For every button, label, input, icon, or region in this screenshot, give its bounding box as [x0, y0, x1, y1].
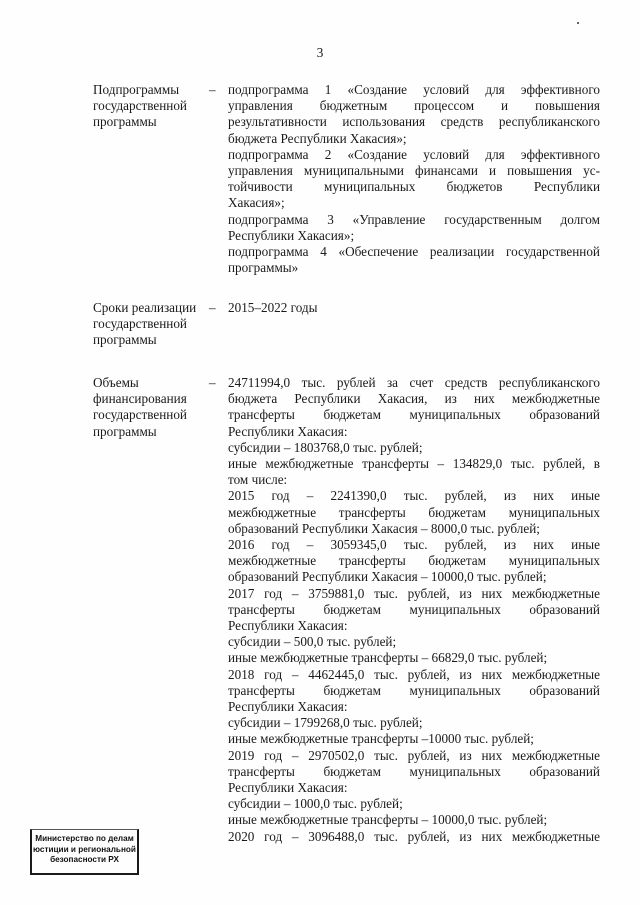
text-line: субсидии – 1000,0 тыс. рублей;: [228, 796, 403, 812]
text-line: субсидии – 1803768,0 тыс. рублей;: [228, 439, 423, 455]
text-line: межбюджетные трансферты бюджетам муниципальных: [228, 504, 600, 520]
text-line: подпрограмма 3 «Управление государственным долгом: [228, 211, 600, 227]
section-content: [228, 375, 600, 845]
text-line: иные межбюджетные трансферты –10000 тыс. рублей;: [228, 731, 534, 747]
text-line: результативности использования средств республиканского: [228, 114, 600, 130]
stamp-line: Министерство по делам: [35, 834, 134, 843]
scan-speck: [577, 22, 579, 24]
text-line: управления бюджетным процессом и повышения: [228, 98, 600, 114]
section-implementation-period: [93, 300, 605, 350]
text-line: трансферты бюджетам муниципальных образований: [228, 601, 600, 617]
label-line: программы: [93, 423, 157, 439]
text-line: Республики Хакасия:: [228, 618, 348, 634]
registration-stamp: [30, 829, 139, 875]
text-line: подпрограмма 4 «Обеспечение реализации государственной: [228, 244, 600, 260]
text-line: 2018 год – 4462445,0 тыс. рублей, из них межбюджетные: [228, 666, 600, 682]
text-line: Хакасия»;: [228, 195, 285, 211]
text-line: Республики Хакасия:: [228, 780, 348, 796]
text-line: трансферты бюджетам муниципальных образований: [228, 763, 600, 779]
text-line: подпрограмма 1 «Создание условий для эффективного: [228, 82, 600, 97]
label-line: финансирования: [93, 391, 187, 407]
label-line: государственной: [93, 98, 187, 114]
text-line: образований Республики Хакасия – 10000,0 тыс. рублей;: [228, 569, 547, 585]
section-dash: –: [209, 82, 216, 97]
stamp-line: юстиции и региональной: [33, 844, 136, 854]
text-line: тойчивости муниципальных бюджетов Республики: [228, 179, 600, 195]
page-number: 3: [316, 45, 324, 60]
text-line: 2015 год – 2241390,0 тыс. рублей, из них иные: [228, 488, 600, 504]
label-line: программы: [93, 332, 157, 348]
text-line: иные межбюджетные трансферты – 134829,0 тыс. рублей, в: [228, 456, 600, 472]
label-line: Подпрограммы: [93, 82, 180, 97]
text-line: 2015–2022 годы: [228, 300, 318, 315]
label-line: программы: [93, 114, 157, 130]
text-line: бюджета Республики Хакасия, из них межбюджетные: [228, 391, 600, 407]
label-line: Объемы: [93, 375, 139, 390]
section-subprograms: [93, 82, 605, 282]
stamp-line: безопасности РХ: [50, 855, 119, 864]
label-line: государственной: [93, 407, 187, 423]
text-line: Республики Хакасия:: [228, 423, 348, 439]
section-content: [228, 82, 600, 276]
text-line: образований Республики Хакасия – 8000,0 тыс. рублей;: [228, 520, 540, 536]
section-dash: –: [209, 375, 216, 390]
text-line: подпрограмма 2 «Создание условий для эффективного: [228, 146, 600, 162]
text-line: иные межбюджетные трансферты – 10000,0 тыс. рублей;: [228, 812, 548, 828]
text-line: программы»: [228, 260, 299, 276]
text-line: 2020 год – 3096488,0 тыс. рублей, из них межбюджетные: [228, 828, 600, 844]
section-label: [93, 300, 205, 349]
text-line: Республики Хакасия»;: [228, 227, 355, 243]
text-line: бюджета Республики Хакасия»;: [228, 130, 407, 146]
text-line: управления муниципальными финансами и повышения ус-: [228, 163, 600, 179]
text-line: межбюджетные трансферты бюджетам муниципальных: [228, 553, 600, 569]
text-line: 2017 год – 3759881,0 тыс. рублей, из них межбюджетные: [228, 585, 600, 601]
text-line: 2019 год – 2970502,0 тыс. рублей, из них межбюджетные: [228, 747, 600, 763]
text-line: субсидии – 500,0 тыс. рублей;: [228, 634, 397, 650]
text-line: трансферты бюджетам муниципальных образований: [228, 407, 600, 423]
section-dash: –: [209, 300, 216, 315]
section-label: [93, 375, 205, 440]
label-line: Сроки реализации: [93, 300, 197, 315]
text-line: том числе:: [228, 472, 288, 488]
section-financing: [93, 375, 605, 855]
label-line: государственной: [93, 316, 187, 332]
text-line: субсидии – 1799268,0 тыс. рублей;: [228, 715, 423, 731]
text-line: 24711994,0 тыс. рублей за счет средств республиканского: [228, 375, 600, 390]
text-line: трансферты бюджетам муниципальных образований: [228, 682, 600, 698]
section-content: [228, 300, 600, 316]
section-label: [93, 82, 205, 131]
text-line: 2016 год – 3059345,0 тыс. рублей, из них иные: [228, 537, 600, 553]
text-line: иные межбюджетные трансферты – 66829,0 тыс. рублей;: [228, 650, 548, 666]
text-line: Республики Хакасия:: [228, 699, 348, 715]
